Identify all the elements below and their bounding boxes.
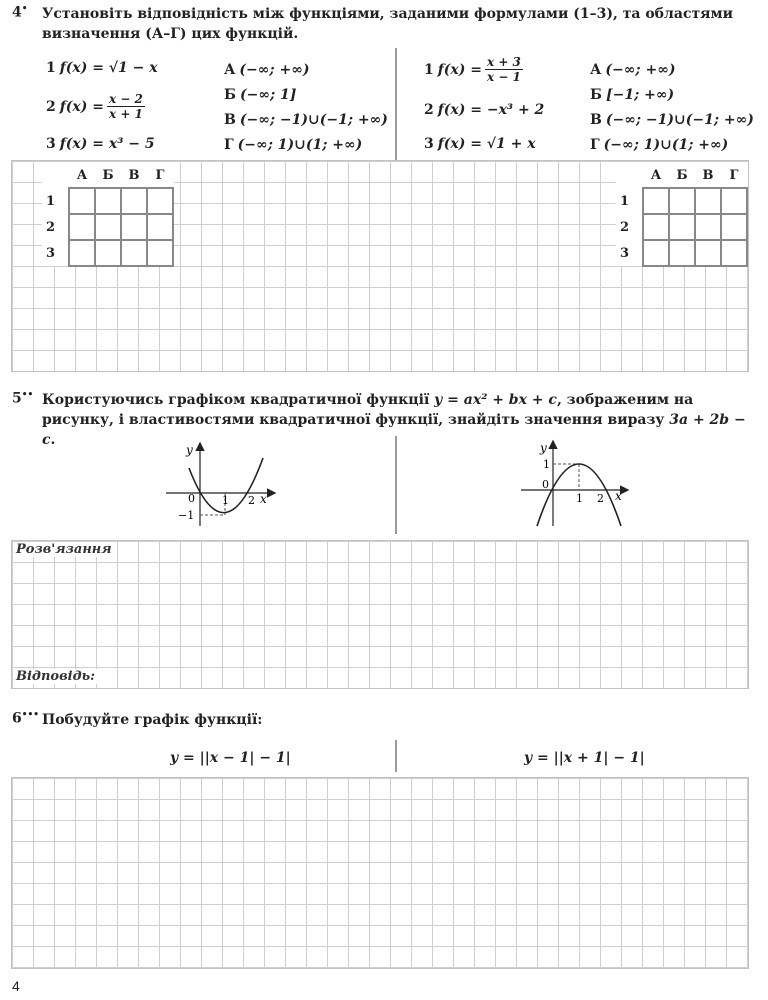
task5-expression: 3a + 2b − c [42,412,746,448]
task4-right-func-3: 3 f(x) = √1 + x [424,136,536,152]
tick-label: 0 [188,492,195,505]
axis-label: y [540,441,547,455]
answer-cell[interactable] [643,240,669,266]
tick-label: 1 [543,458,550,471]
task6-number: 6••• [12,710,40,727]
task6-divider [395,740,397,772]
task4-right-domain-v: В (−∞; −1)∪(−1; +∞) [590,112,754,128]
answer-cell[interactable] [721,214,747,240]
answer-cell[interactable] [695,188,721,214]
col-header: Б [102,168,114,183]
task6-left-formula: y = ||x − 1| − 1| [170,750,291,766]
task4-left-func-3: 3 f(x) = x³ − 5 [46,136,155,152]
task5-formula: y = ax² + bx + c [434,392,557,408]
task4-divider [395,48,397,160]
axis-label: x [615,489,622,503]
answer-cell[interactable] [69,240,95,266]
answer-cell[interactable] [121,240,147,266]
task5-divider [395,436,397,534]
answer-cell[interactable] [95,240,121,266]
task6-graph-grid[interactable] [11,777,749,969]
task4-number: 4• [12,4,28,21]
task4-left-domain-b: Б (−∞; 1] [224,87,297,103]
task4-right-func-2: 2 f(x) = −x³ + 2 [424,102,545,118]
task5-left-graph [160,436,280,528]
task4-text: Установіть відповідність між функціями, заданими формулами (1–3), та областями визначення (А–Г) цих функцій. [42,6,734,42]
task5-right-graph [515,436,635,528]
col-header: А [76,168,88,183]
answer-cell[interactable] [721,240,747,266]
row-header: 1 [46,193,56,209]
col-header: В [128,168,140,183]
tick-label: −1 [178,509,195,522]
axis-label: y [186,443,193,457]
row-header: 3 [46,245,56,261]
answer-cell[interactable] [95,188,121,214]
row-header: 3 [620,245,630,261]
answer-cell[interactable] [695,214,721,240]
task4-left-domain-g: Г (−∞; 1)∪(1; +∞) [224,137,363,153]
page-number: 4 [12,978,20,994]
row-header: 2 [46,219,56,235]
axis-label: x [260,492,267,506]
answer-label: Відповідь: [16,669,95,684]
task4-left-func-2: 2 f(x) = $\frac{x - 2}{x + 1}$ [46,92,143,121]
tick-label: 2 [597,492,604,505]
tick-label: 1 [576,492,583,505]
answer-cell[interactable] [721,188,747,214]
col-header: А [650,168,662,183]
answer-cell[interactable] [669,240,695,266]
task4-left-func-1: 1 f(x) = √1 − x [46,60,158,76]
task5-solution-grid[interactable] [11,540,749,689]
col-header: В [702,168,714,183]
answer-cell[interactable] [121,188,147,214]
answer-cell[interactable] [69,214,95,240]
task4-right-answer-table [620,164,748,267]
answer-cell[interactable] [147,188,173,214]
task4-left-domain-a: А (−∞; +∞) [224,62,310,78]
answer-cell[interactable] [95,214,121,240]
tick-label: 1 [222,494,229,507]
task5-text: Користуючись графіком квадратичної функції y = ax² + bx + c, зображеним на рисунку, і властивостями квадратичної функції, знайдіть значення виразу 3a + 2b − c. [42,392,746,448]
solution-label: Розв'язання [16,542,112,557]
row-header: 1 [620,193,630,209]
tick-label: 2 [248,494,255,507]
task5-number: 5•• [12,390,34,407]
answer-cell[interactable] [643,214,669,240]
task4-left-answer-table [46,164,174,267]
task4-left-domain-v: В (−∞; −1)∪(−1; +∞) [224,112,388,128]
task4-right-domain-a: А (−∞; +∞) [590,62,676,78]
col-header: Б [676,168,688,183]
answer-cell[interactable] [643,188,669,214]
answer-cell[interactable] [695,240,721,266]
task6-text: Побудуйте графік функції: [42,712,263,728]
task6-right-formula: y = ||x + 1| − 1| [524,750,645,766]
answer-cell[interactable] [121,214,147,240]
task4-right-domain-b: Б [−1; +∞) [590,87,675,103]
answer-cell[interactable] [147,240,173,266]
answer-cell[interactable] [147,214,173,240]
task4-right-func-1: 1 f(x) = $\frac{x + 3}{x - 1}$ [424,55,521,84]
col-header: Г [155,168,165,183]
answer-cell[interactable] [669,188,695,214]
answer-cell[interactable] [669,214,695,240]
task4-right-domain-g: Г (−∞; 1)∪(1; +∞) [590,137,729,153]
col-header: Г [729,168,739,183]
answer-cell[interactable] [69,188,95,214]
tick-label: 0 [542,478,549,491]
row-header: 2 [620,219,630,235]
